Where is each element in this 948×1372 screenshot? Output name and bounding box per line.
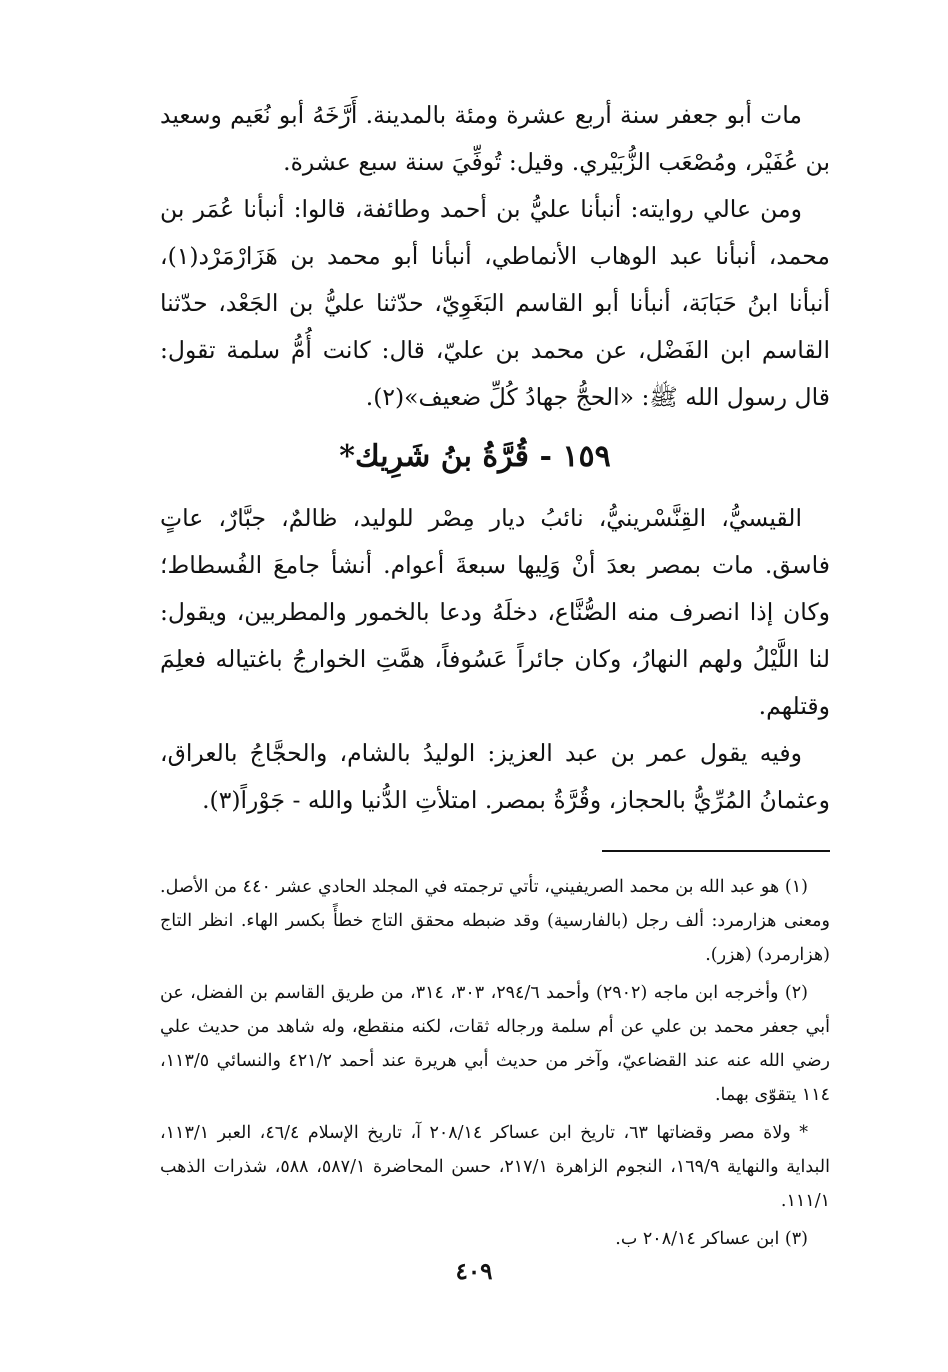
- footnote-1: (١) هو عبد الله بن محمد الصريفيني، تأتي ترجمته في المجلد الحادي عشر ٤٤٠ من الأصل. ومعنى هزارمرد: ألف رجل (بالفارسية) وقد ضبطه محقق التاج خطأً بكسر الهاء. انظر التاج (هزارمرد) (هزر).: [160, 877, 830, 965]
- footnote-2: (٢) وأخرجه ابن ماجه (٢٩٠٢) وأحمد ٢٩٤/٦، ٣٠٣، ٣١٤، من طريق القاسم بن الفضل، عن أبي جعفر محمد بن علي عن أم سلمة ورجاله ثقات، لكنه منقطع، وله شاهد من حديث علي رضي الله عنه عند القضاعيّ، وآخر من حديث أبي هريرة عند أحمد ٤٢١/٢ والنسائي ١١٣/٥، ١١٤ يتقوّى بهما.: [160, 983, 831, 1105]
- entry-title: ١٥٩ - قُرَّةُ بنُ شَرِيك*: [339, 439, 611, 474]
- footnote-3: (٣) ابن عساكر ٢٠٨/١٤ ب.: [615, 1229, 808, 1249]
- footnote-sources: * ولاة مصر وقضاتها ٦٣، تاريخ ابن عساكر ٢٠٨/١٤ آ، تاريخ الإسلام ٤٦/٤، العبر ١١٣/١، البداية والنهاية ١٦٩/٩، النجوم الزاهرة ٢١٧/١، حسن المحاضرة ٥٨٧/١، ٥٨٨، شذرات الذهب ١١١/١.: [160, 1123, 830, 1211]
- paragraph-death-note: مات أبو جعفر سنة أربع عشرة ومئة بالمدينة. أَرَّخَهُ أبو نُعَيم وسعيد بن عُفَيْر، ومُصْعَب الزُّبَيْري. وقيل: تُوفِّيَ سنة سبع عشرة.: [160, 101, 830, 176]
- paragraph-quote: وفيه يقول عمر بن عبد العزيز: الوليدُ بالشام، والحجَّاجُ بالعراق، وعثمانُ المُرِّيُّ بالحجاز، وقُرَّةُ بمصر. امتلأتِ الدُّنيا والله - جَوْراً(٣).: [160, 739, 830, 814]
- page-number: ٤٠٩: [455, 1258, 493, 1285]
- footnote-divider: [602, 850, 830, 852]
- paragraph-hadith-chain: ومن عالي روايته: أنبأنا عليُّ بن أحمد وطائفة، قالوا: أنبأنا عُمَر بن محمد، أنبأنا عبد الوهاب الأنماطي، أنبأنا أبو محمد بن هَزَارْمَرْد(١)، أنبأنا ابنُ حَبَابَة، أنبأنا أبو القاسم البَغَوِيّ، حدّثنا عليُّ بن الجَعْد، حدّثنا القاسم ابن الفَضْل، عن محمد بن عليّ، قال: كانت أُمُّ سلمة تقول: قال رسول الله ﷺ: «الحجُّ جهادُ كُلِّ ضعيف»(٢).: [160, 195, 830, 411]
- footnotes: [160, 870, 830, 1256]
- paragraph-biography: القيسيُّ، القِنَّسْرينيُّ، نائبُ ديار مِصْر للوليد، ظالمٌ، جبَّارٌ، عاتٍ فاسق. مات بمصر بعدَ أنْ وَلِيها سبعةَ أعوام. أنشأ جامعَ الفُسطاط؛ وكان إذا انصرف منه الصُّنَّاع، دخلَهُ ودعا بالخمور والمطربين، ويقول: لنا اللَّيْلُ ولهم النهارُ، وكان جائراً عَسُوفاً، همَّتِ الخوارجُ باغتياله فعلِمَ وقتلهم.: [160, 504, 830, 720]
- main-text: [160, 92, 830, 824]
